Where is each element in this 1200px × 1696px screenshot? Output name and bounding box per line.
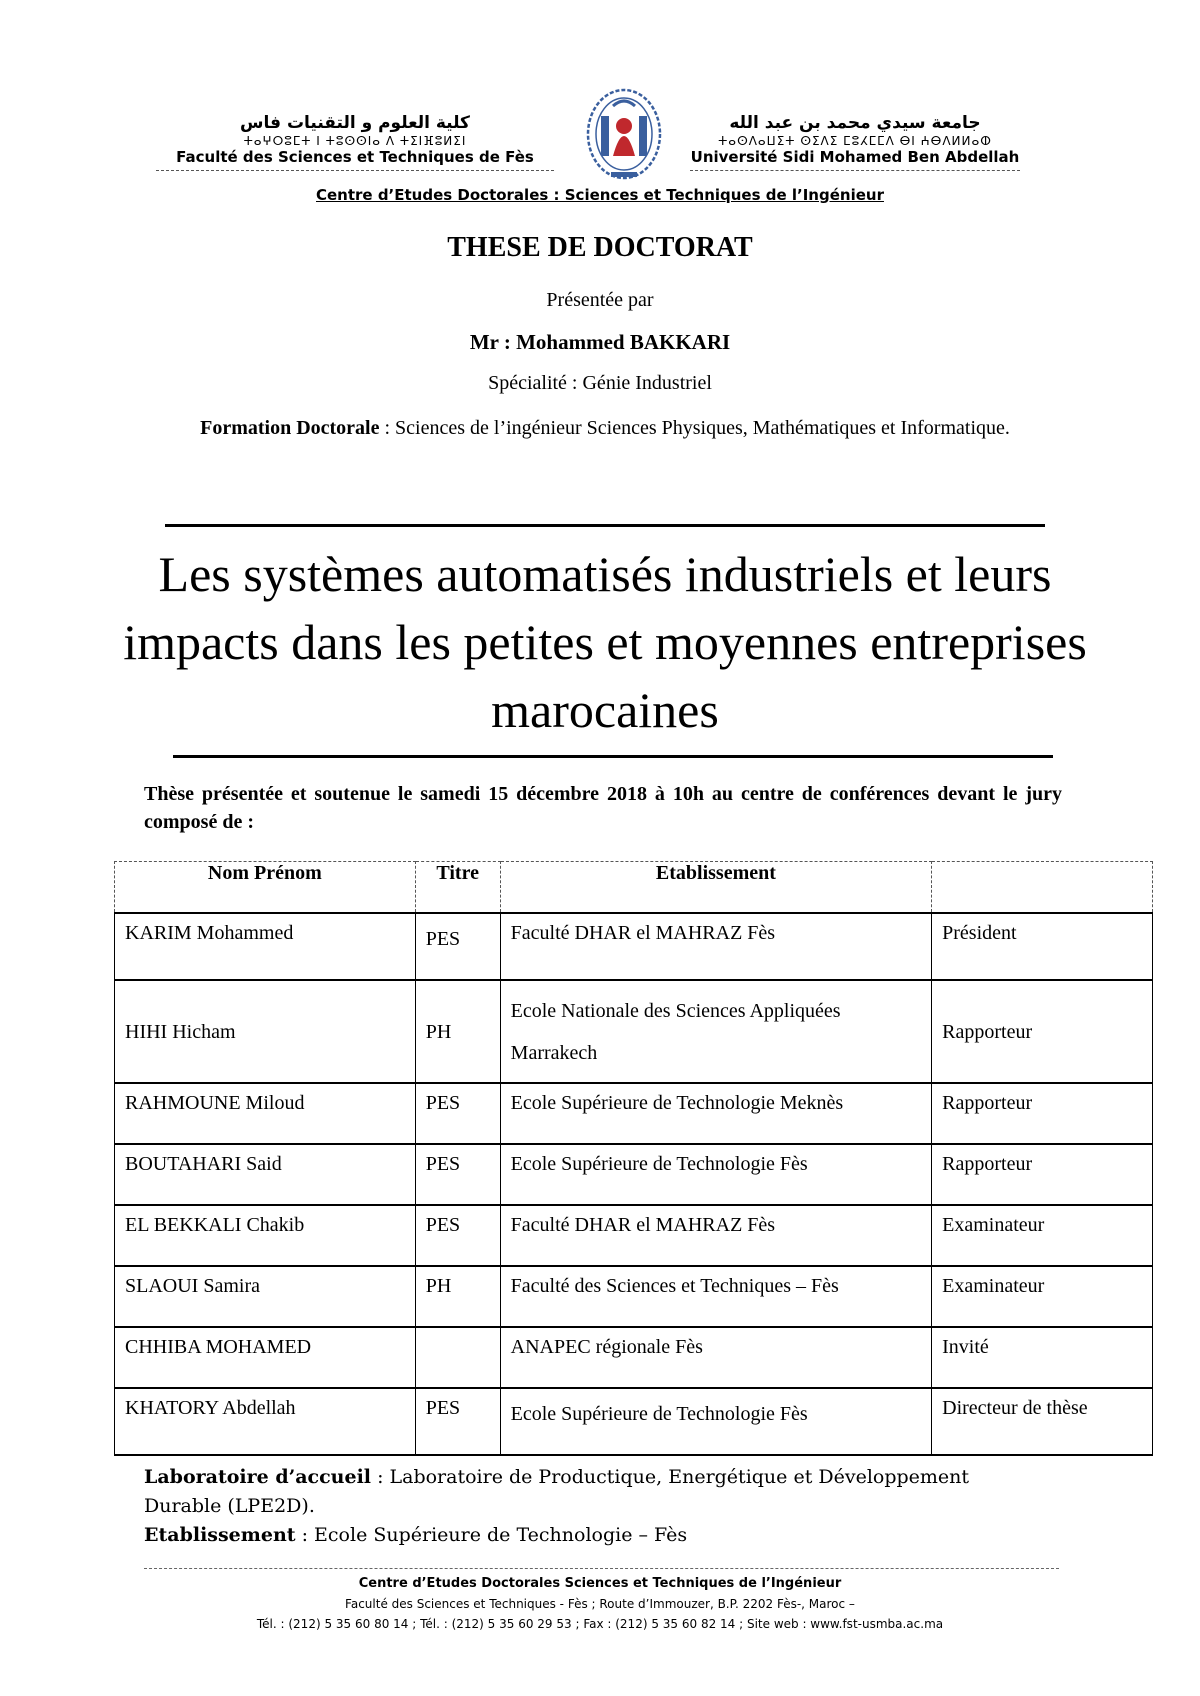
jury-role: Président <box>932 913 1153 980</box>
jury-title: PES <box>415 1205 500 1266</box>
jury-name: KARIM Mohammed <box>115 913 416 980</box>
jury-institution: Ecole Supérieure de Technologie Fès <box>500 1388 931 1455</box>
table-row <box>115 980 1153 1083</box>
jury-title: PH <box>415 980 500 1083</box>
jury-role: Invité <box>932 1327 1153 1388</box>
jury-title <box>415 1327 500 1388</box>
table-row <box>115 1266 1153 1327</box>
jury-title: PES <box>415 1083 500 1144</box>
jury-institution: Ecole Supérieure de Technologie Fès <box>500 1144 931 1205</box>
jury-institution: Ecole Supérieure de Technologie Meknès <box>500 1083 931 1144</box>
jury-role: Examinateur <box>932 1205 1153 1266</box>
title-rule-top <box>165 524 1045 527</box>
lab-label: Laboratoire d’accueil <box>144 1466 372 1488</box>
jury-name: EL BEKKALI Chakib <box>115 1205 416 1266</box>
university-seal-logo <box>583 86 665 186</box>
jury-role: Rapporteur <box>932 1144 1153 1205</box>
lab-line <box>144 1463 1044 1521</box>
jury-title: PH <box>415 1266 500 1327</box>
title-rule-bottom <box>173 755 1053 758</box>
footer-divider <box>144 1568 1059 1569</box>
host-laboratory <box>144 1463 1044 1550</box>
faculty-name-tifinagh: ⵜⴰⵖⵔⵓⵎⵜ ⵏ ⵜⵓⵙⵙⵏⴰ ⴷ ⵜⵉⵏⴼⵓⵍⵉⵏ <box>243 134 467 148</box>
institution-text: : Ecole Supérieure de Technologie – Fès <box>295 1524 688 1546</box>
table-row <box>115 913 1153 980</box>
formation-label: Formation Doctorale <box>200 417 380 439</box>
table-row <box>115 1327 1153 1388</box>
university-name-tifinagh: ⵜⴰⵙⴷⴰⵡⵉⵜ ⵙⵉⴷⵉ ⵎⵓⵃⵎⵎⴷ ⴱⵏ ⵄⴱⴷⵍⵍⴰⵀ <box>718 134 992 148</box>
table-row <box>115 1083 1153 1144</box>
jury-institution: Faculté DHAR el MAHRAZ Fès <box>500 1205 931 1266</box>
jury-name: HIHI Hicham <box>115 980 416 1083</box>
university-name-french: Université Sidi Mohamed Ben Abdellah <box>690 148 1020 166</box>
faculty-header <box>150 112 560 171</box>
institution-label: Etablissement <box>144 1524 296 1546</box>
university-divider <box>690 170 1020 171</box>
jury-institution: Faculté DHAR el MAHRAZ Fès <box>500 913 931 980</box>
author-name: Mr : Mohammed BAKKARI <box>469 330 731 354</box>
header-institution: Etablissement <box>500 862 931 914</box>
thesis-title: Les systèmes automatisés industriels et leurs impacts dans les petites et moyennes entreprises marocaines <box>123 546 1087 738</box>
jury-institution: Faculté des Sciences et Techniques – Fès <box>500 1266 931 1327</box>
table-row <box>115 1144 1153 1205</box>
institution-line <box>144 1521 1044 1550</box>
faculty-name-french: Faculté des Sciences et Techniques de Fès <box>176 148 534 166</box>
jury-title: PES <box>415 1388 500 1455</box>
jury-name: KHATORY Abdellah <box>115 1388 416 1455</box>
jury-role: Rapporteur <box>932 1083 1153 1144</box>
jury-name: CHHIBA MOHAMED <box>115 1327 416 1388</box>
jury-name: SLAOUI Samira <box>115 1266 416 1327</box>
footer-address: Faculté des Sciences et Techniques - Fès ; Route d’Immouzer, B.P. 2202 Fès-, Maroc – <box>345 1597 855 1611</box>
doctoral-center-line: Centre d’Etudes Doctorales : Sciences et Techniques de l’Ingénieur <box>316 186 884 204</box>
jury-name: BOUTAHARI Said <box>115 1144 416 1205</box>
table-row <box>115 1205 1153 1266</box>
jury-institution: Ecole Nationale des Sciences Appliquées Marrakech <box>500 980 931 1083</box>
speciality: Spécialité : Génie Industriel <box>488 372 712 394</box>
jury-role: Directeur de thèse <box>932 1388 1153 1455</box>
formation-text: : Sciences de l’ingénieur Sciences Physiques, Mathématiques et Informatique. <box>379 417 1010 439</box>
doctoral-formation <box>170 414 1040 442</box>
jury-institution: ANAPEC régionale Fès <box>500 1327 931 1388</box>
jury-role: Rapporteur <box>932 980 1153 1083</box>
document-title: THESE DE DOCTORAT <box>447 232 753 263</box>
faculty-divider <box>156 170 554 171</box>
jury-table <box>114 861 1153 1456</box>
header-name: Nom Prénom <box>115 862 416 914</box>
table-row <box>115 1388 1153 1455</box>
university-name-arabic: جامعة سيدي محمد بن عبد الله <box>729 113 981 133</box>
header-role <box>932 862 1153 914</box>
university-header <box>690 112 1020 171</box>
footer-contact: Tél. : (212) 5 35 60 80 14 ; Tél. : (212) 5 35 60 29 53 ; Fax : (212) 5 35 60 82 14 ; Site web : www.fst-usmba.ac.ma <box>256 1617 944 1631</box>
jury-name: RAHMOUNE Miloud <box>115 1083 416 1144</box>
defense-statement: Thèse présentée et soutenue le samedi 15 décembre 2018 à 10h au centre de conférences devant le jury composé de : <box>144 783 1062 833</box>
jury-header-row <box>115 862 1153 914</box>
header-title: Titre <box>415 862 500 914</box>
footer-center-name: Centre d’Etudes Doctorales Sciences et Techniques de l’Ingénieur <box>358 1576 842 1591</box>
presented-by: Présentée par <box>546 289 654 311</box>
jury-title: PES <box>415 1144 500 1205</box>
lab-text: : Laboratoire de Productique, Energétique et Développement Durable (LPE2D). <box>144 1466 970 1517</box>
jury-role: Examinateur <box>932 1266 1153 1327</box>
faculty-name-arabic: كلية العلوم و التقنيات فاس <box>240 113 470 133</box>
jury-title: PES <box>415 913 500 980</box>
